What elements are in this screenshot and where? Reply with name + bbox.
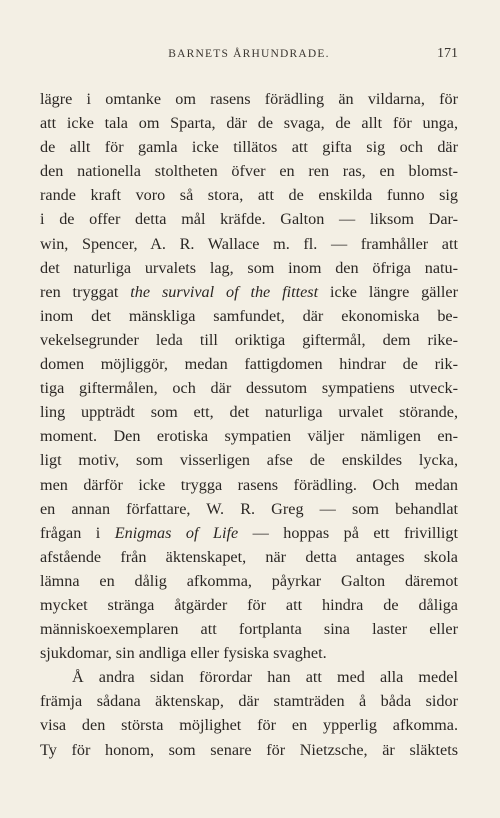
- paragraph-end-line: [40, 641, 458, 665]
- text-run: Ty för honom, som senare för Nietzsche, är släktets: [40, 740, 458, 759]
- text-run: — hoppas på ett frivilligt: [238, 523, 458, 542]
- text-line: [40, 738, 458, 762]
- text-run: rande kraft voro så stora, att de enskilda funno sig: [40, 186, 458, 205]
- text-line: [40, 87, 458, 111]
- text-run: främja sådana äktenskap, där stamträden å båda sidor: [40, 692, 458, 711]
- text-line: [40, 400, 458, 424]
- page-number: 171: [437, 46, 458, 61]
- text-line: [40, 713, 458, 737]
- text-run: win, Spencer, A. R. Wallace m. fl. — framhåller att: [40, 234, 458, 253]
- text-run: ligt motiv, som visserligen afse de enskildes lycka,: [40, 451, 458, 470]
- text-line: [40, 280, 458, 304]
- text-run: frågan i: [40, 523, 115, 542]
- paragraph-start-line: [40, 665, 458, 689]
- text-run: vekelsegrunder leda till oriktiga giftermål, dem rike-: [40, 330, 458, 349]
- text-line: [40, 689, 458, 713]
- text-line: [40, 448, 458, 472]
- text-run: en annan författare, W. R. Greg — som behandlat: [40, 499, 458, 518]
- text-run: lämna en dålig afkomma, påyrkar Galton däremot: [40, 571, 458, 590]
- text-line: [40, 545, 458, 569]
- text-line: [40, 593, 458, 617]
- text-run: mycket stränga åtgärder för att hindra de dåliga: [40, 595, 458, 614]
- text-run: i de offer detta mål kräfde. Galton — liksom Dar-: [40, 210, 458, 229]
- text-line: [40, 304, 458, 328]
- text-line: [40, 232, 458, 256]
- text-run: visa den största möjlighet för en ypperlig afkomma.: [40, 716, 458, 735]
- text-run: men därför icke trygga rasens förädling. Och medan: [40, 475, 458, 494]
- text-run: ren tryggat: [40, 282, 131, 301]
- text-run: att icke tala om Sparta, där de svaga, de allt för unga,: [40, 114, 458, 133]
- text-run: sjukdomar, sin andliga eller fysiska svaghet.: [40, 644, 327, 663]
- text-run: tiga giftermålen, och där dessutom sympatiens utveck-: [40, 379, 458, 398]
- text-run: moment. Den erotiska sympatien väljer nämligen en-: [40, 427, 458, 446]
- text-run: de allt för gamla icke tillätos att gifta sig och där: [40, 138, 458, 157]
- text-run: lägre i omtanke om rasens förädling än vildarna, för: [40, 90, 458, 108]
- text-line: [40, 111, 458, 135]
- text-run: ling uppträdt som ett, det naturliga urvalet störande,: [40, 403, 458, 422]
- text-line: [40, 617, 458, 641]
- text-line: [40, 497, 458, 521]
- text-line: [40, 352, 458, 376]
- text-run: den nationella stoltheten öfver en ren ras, en blomst-: [40, 162, 458, 181]
- italic-title: the survival of the fittest: [130, 282, 319, 301]
- text-line: [40, 135, 458, 159]
- text-line: [40, 521, 458, 545]
- text-run: icke längre gäller: [318, 282, 458, 301]
- text-line: [40, 159, 458, 183]
- text-line: [40, 328, 458, 352]
- text-line: [40, 569, 458, 593]
- italic-title: Enigmas of Life: [114, 523, 239, 542]
- text-line: [40, 376, 458, 400]
- text-line: [40, 473, 458, 497]
- text-run: inom det mänskliga samfundet, där ekonomiska be-: [40, 306, 458, 325]
- text-line: [40, 207, 458, 231]
- text-line: [40, 183, 458, 207]
- running-title: BARNETS ÅRHUNDRADE.: [168, 48, 330, 60]
- text-run: afstående från äktenskapet, när detta antages skola: [40, 547, 458, 566]
- text-run: det naturliga urvalets lag, som inom den öfriga natu-: [40, 258, 458, 277]
- running-header: [40, 46, 458, 64]
- text-run: domen möjliggör, medan fattigdomen hindrar de rik-: [40, 355, 458, 374]
- text-run: människoexemplaren att fortplanta sina laster eller: [40, 620, 458, 639]
- text-line: [40, 424, 458, 448]
- body-text: [40, 87, 458, 762]
- text-run: Å andra sidan förordar han att med alla medel: [72, 668, 458, 687]
- text-line: [40, 256, 458, 280]
